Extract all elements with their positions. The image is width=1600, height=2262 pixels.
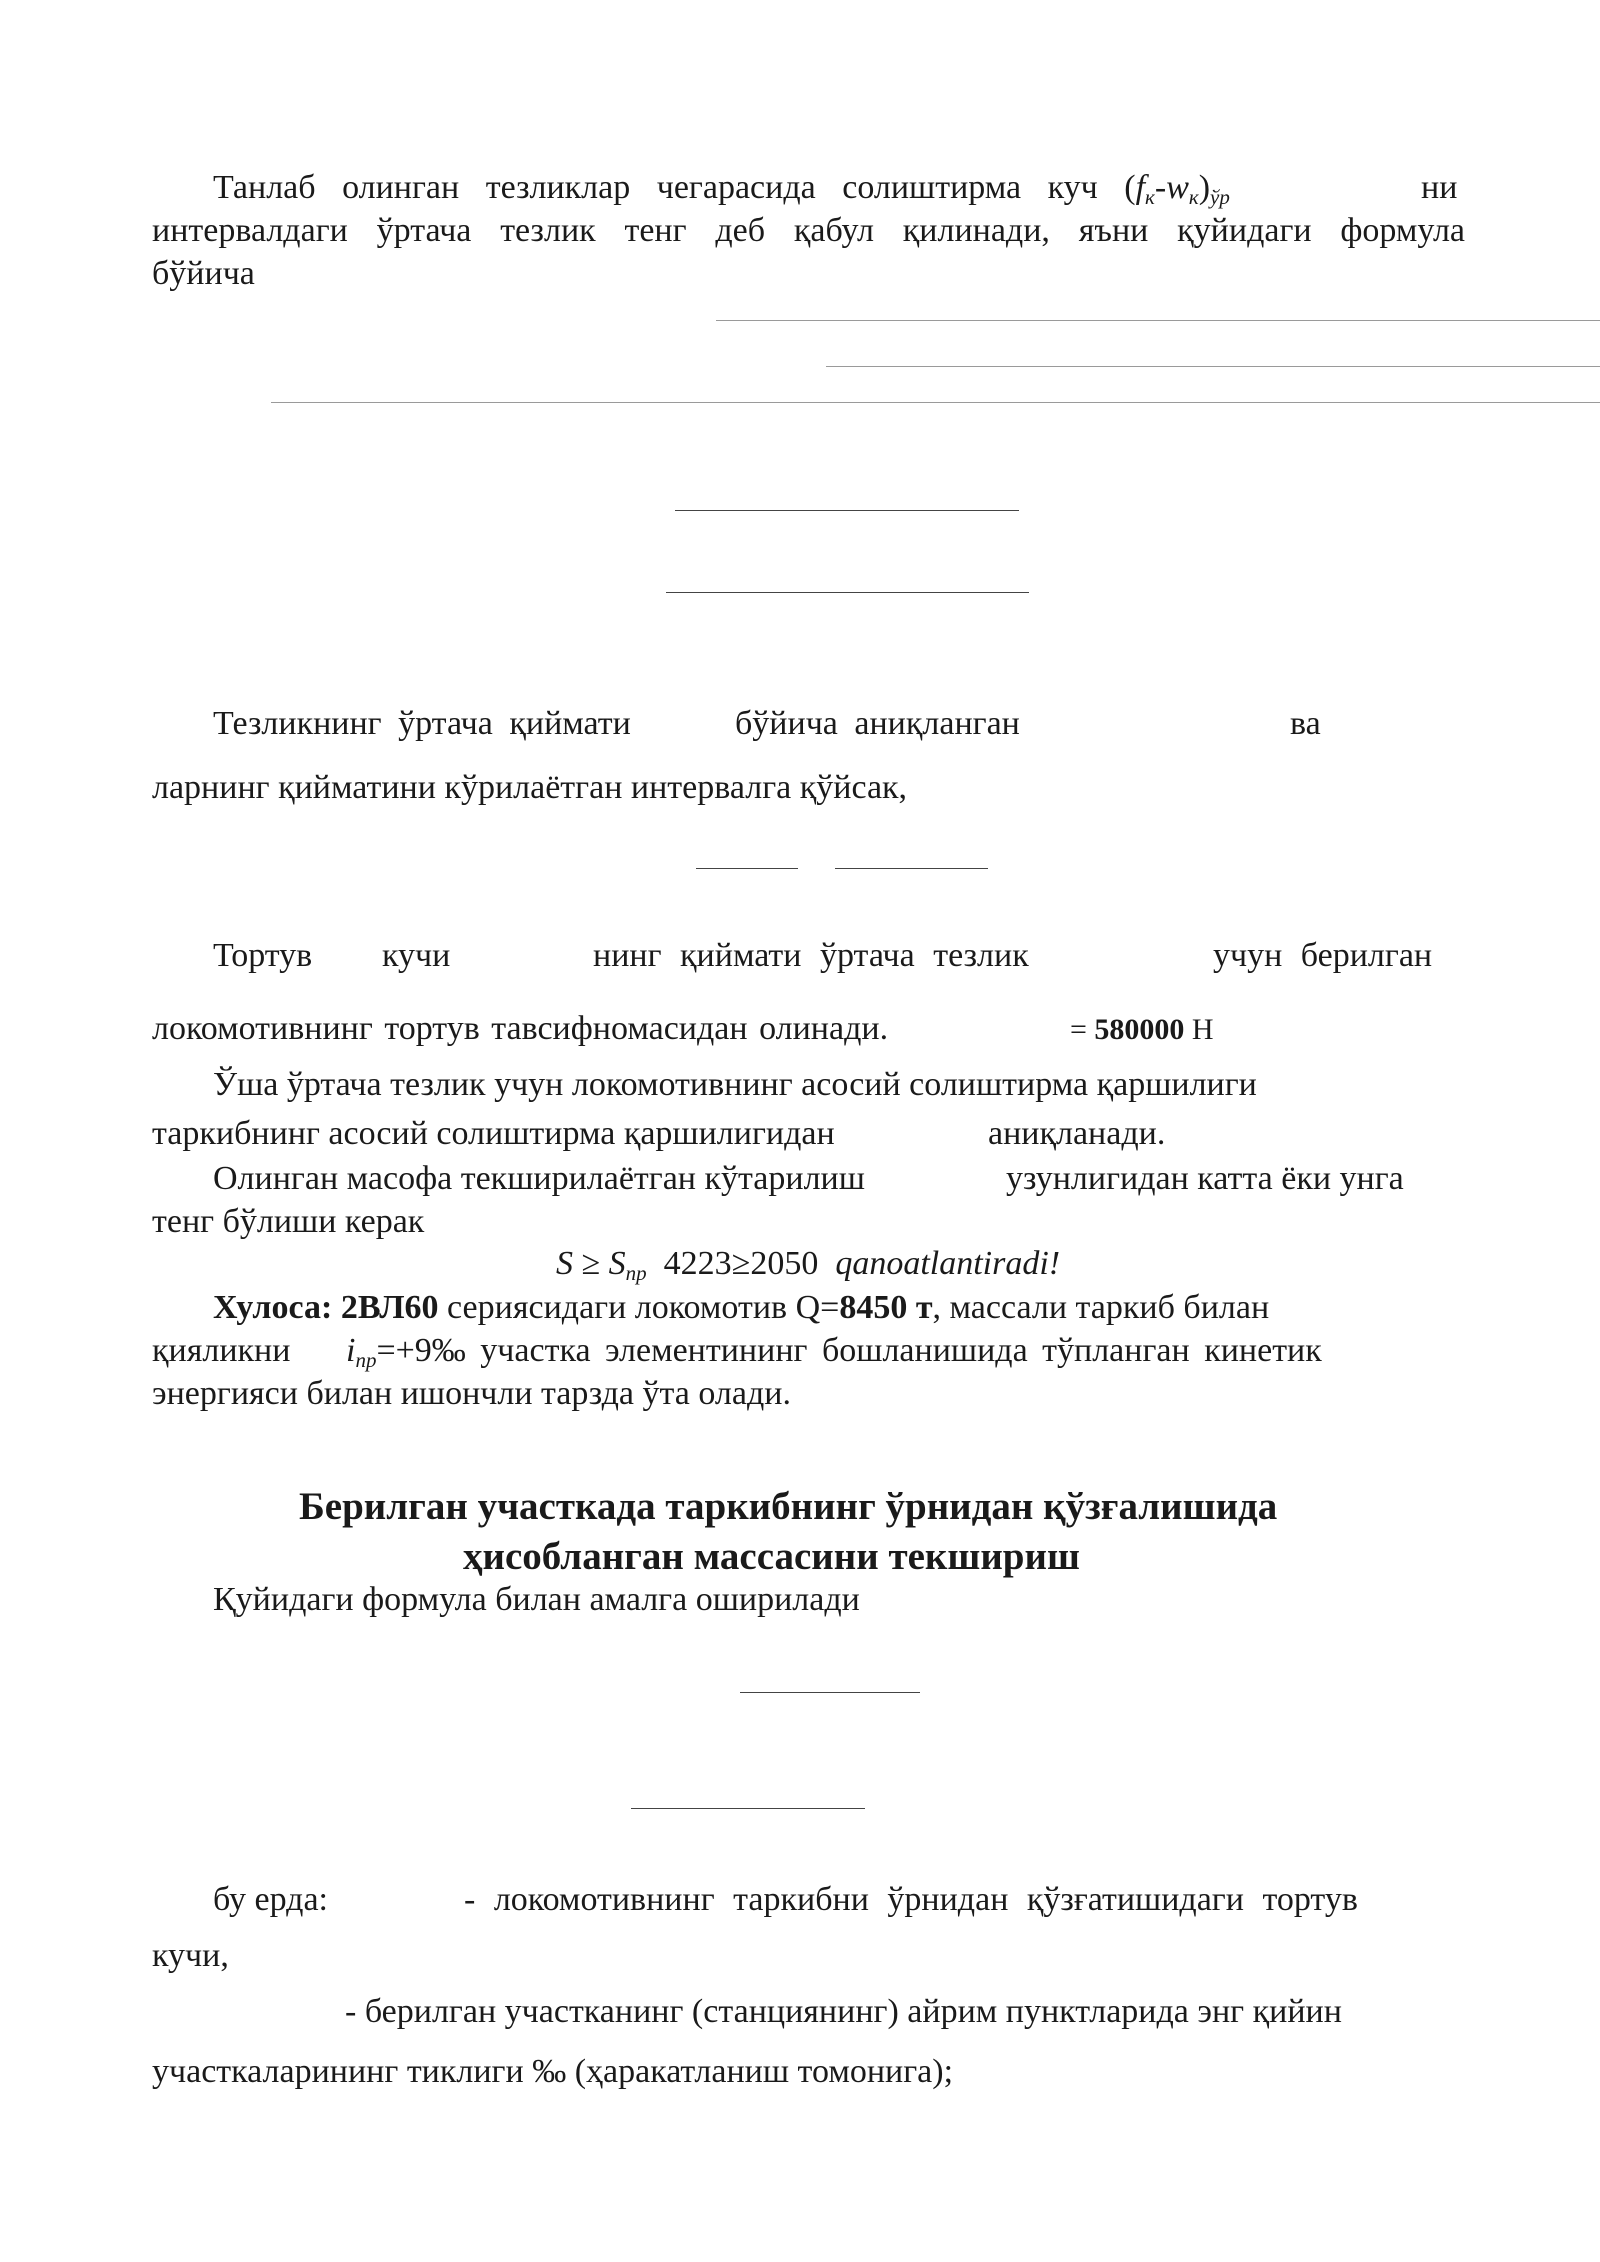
- f-symbol: f: [1135, 169, 1146, 206]
- fraction-rule-6: [631, 1808, 865, 1809]
- conclusion-text-1: сериясидаги локомотив Q=: [438, 1289, 840, 1326]
- p2-t1: Тезликнинг ўртача қиймати: [213, 705, 631, 742]
- p1-line1-text: Танлаб олинган тезликлар чегарасида солиштирма куч (: [213, 169, 1136, 206]
- conclusion-text-2: , массали таркиб билан: [932, 1289, 1270, 1326]
- s-pr-symbol: S: [608, 1245, 626, 1282]
- p3-t1: Тортув: [213, 937, 313, 974]
- i-symbol: i: [346, 1332, 356, 1369]
- fraction-rule-2: [666, 592, 1029, 593]
- conclusion-line3: энергияси билан ишончли тарзда ўта олади.: [152, 1375, 791, 1412]
- w-subscript: к: [1188, 185, 1199, 209]
- p4-line2b: аниқланади.: [988, 1115, 1166, 1152]
- p6-line1: Қуйидаги формула билан амалга оширилади: [213, 1581, 860, 1618]
- s-symbol: S: [556, 1245, 573, 1282]
- p5-line2: тенг бўлиши керак: [152, 1203, 425, 1240]
- minus-sign: -: [1154, 169, 1167, 206]
- conclusion-line1: [213, 1286, 1269, 1329]
- w-symbol: w: [1166, 169, 1189, 206]
- fraction-rule-1: [675, 510, 1019, 511]
- p3-line2: локомотивнинг тортув тавсифномасидан олинади.: [152, 1010, 889, 1047]
- ur-subscript: ўр: [1210, 185, 1230, 209]
- close-paren: ): [1198, 169, 1211, 206]
- formula-rule-2: [826, 366, 1600, 367]
- formula-rule-1: [716, 320, 1600, 321]
- p3-t4: учун берилган: [1213, 937, 1433, 974]
- p7-line2: кучи,: [152, 1937, 229, 1974]
- p2-t2: бўйича аниқланган: [735, 705, 1020, 742]
- equals-sign: =: [1070, 1013, 1095, 1046]
- p7-line3: - берилган участканинг (станциянинг) айрим пунктларида энг қийин: [345, 1993, 1342, 2030]
- conclusion-text-3: =+9‰ участка элементининг бошланишида тўпланган кинетик: [376, 1332, 1322, 1369]
- train-mass: 8450 т: [839, 1289, 933, 1326]
- section-heading-line2: ҳисобланган массасини текшириш: [463, 1535, 1080, 1578]
- p2-t3: ва: [1290, 705, 1321, 742]
- p1-line1-end: ни: [1421, 169, 1458, 206]
- f-subscript: к: [1145, 185, 1155, 209]
- formula-rule-3: [271, 402, 1600, 403]
- p1-line3: бўйича: [152, 255, 255, 292]
- i-subscript: пр: [355, 1348, 377, 1372]
- fraction-rule-3: [696, 868, 798, 869]
- conclusion-line2: [346, 1329, 1322, 1372]
- section-heading-line1: Берилган участкада таркибнинг ўрнидан қўзғалишида: [299, 1485, 1278, 1528]
- ge-sign: ≥: [573, 1245, 609, 1282]
- inequality-values: 4223≥2050: [646, 1245, 836, 1282]
- force-unit: Н: [1184, 1013, 1214, 1046]
- p1-line1: [213, 166, 1467, 209]
- conclusion-line2a: қияликни: [152, 1332, 291, 1369]
- fraction-rule-5: [740, 1692, 920, 1693]
- p1-line2: интервалдаги ўртача тезлик тенг деб қабул қилинади, яъни қуйидаги формула: [152, 212, 1465, 249]
- p7-t2: - локомотивнинг таркибни ўрнидан қўзғатишидаги тортув: [464, 1881, 1358, 1918]
- p7-line4: участкаларининг тиклиги ‰ (ҳаракатланиш томонига);: [152, 2053, 954, 2090]
- fraction-rule-4: [835, 868, 988, 869]
- p4-line1: Ўша ўртача тезлик учун локомотивнинг асосий солиштирма қаршилиги: [213, 1066, 1257, 1103]
- p7-t1: бу ерда:: [213, 1881, 328, 1918]
- p2-line2: ларнинг қийматини кўрилаётган интервалга қўйсак,: [152, 769, 908, 806]
- traction-force-value: [1070, 1008, 1214, 1051]
- distance-inequality: [556, 1242, 1060, 1285]
- p3-t3: нинг қиймати ўртача тезлик: [593, 937, 1029, 974]
- p4-line2a: таркибнинг асосий солиштирма қаршилигидан: [152, 1115, 835, 1152]
- p5-line1a: Олинган масофа текширилаётган кўтарилиш: [213, 1160, 865, 1197]
- s-pr-subscript: пр: [625, 1261, 647, 1285]
- conclusion-label: Хулоса:: [213, 1289, 333, 1326]
- force-number: 580000: [1094, 1013, 1185, 1046]
- p3-t2: кучи: [382, 937, 451, 974]
- p5-line1b: узунлигидан катта ёки унга: [1006, 1160, 1404, 1197]
- locomotive-series: 2ВЛ60: [340, 1289, 439, 1326]
- inequality-result: qanoatlantiradi!: [835, 1245, 1061, 1282]
